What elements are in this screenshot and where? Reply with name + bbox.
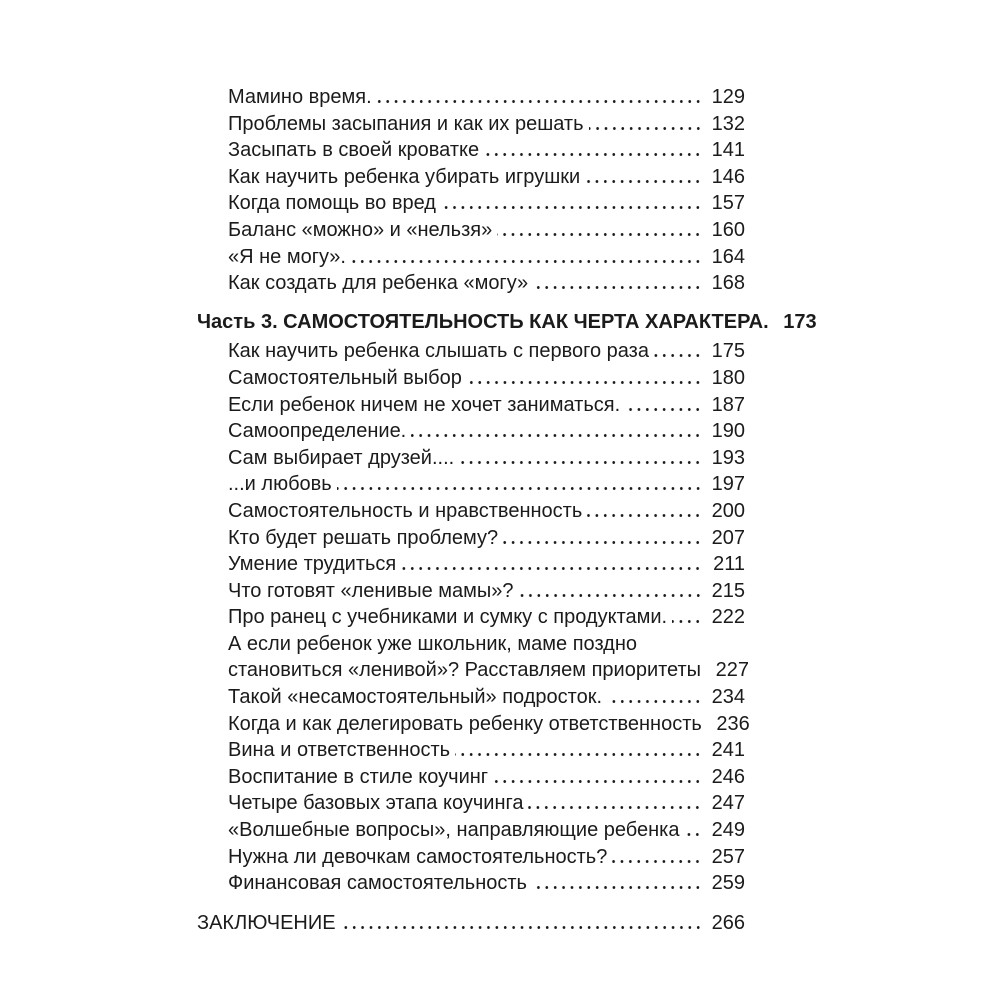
toc-page-number: 175 — [711, 340, 745, 363]
toc-row — [197, 844, 745, 871]
toc-page-number: 215 — [711, 579, 745, 602]
toc-row — [197, 790, 745, 817]
toc-row — [197, 244, 745, 271]
toc-row — [197, 737, 745, 764]
toc-entry-title: Засыпать в своей кроватке — [228, 139, 480, 162]
toc-entry-title: Умение трудиться — [228, 553, 397, 576]
toc-page-number: 249 — [711, 819, 745, 842]
toc-page-number: 180 — [711, 366, 745, 389]
toc-entry-title: «Я не могу». — [228, 245, 346, 268]
dot-leader — [612, 860, 702, 863]
toc-page-number: 236 — [716, 712, 750, 735]
toc-row — [197, 498, 745, 525]
dot-leader — [497, 233, 702, 236]
toc-page-number: 190 — [711, 420, 745, 443]
toc-part-header-row — [197, 309, 817, 336]
toc-page-number: 168 — [711, 272, 745, 295]
toc-row — [197, 270, 745, 297]
dot-leader — [411, 434, 702, 437]
toc-entry-title: Сам выбирает друзей.... — [228, 446, 455, 469]
toc-list — [197, 84, 817, 936]
toc-entry-title: Когда и как делегировать ребенку ответственность — [228, 712, 702, 735]
dot-leader — [528, 806, 702, 809]
toc-page-number: 132 — [711, 112, 745, 135]
toc-entry-title: Что готовят «ленивые мамы»? — [228, 579, 514, 602]
toc-row — [197, 711, 750, 738]
toc-entry-title: Вина и ответственность — [228, 739, 451, 762]
dot-leader — [587, 514, 702, 517]
toc-entry-title: Как создать для ребенка «могу» — [228, 272, 529, 295]
toc-row — [197, 190, 745, 217]
dot-leader — [484, 153, 702, 156]
toc-entry-title: Самостоятельный выбор — [228, 366, 462, 389]
toc-row — [197, 164, 745, 191]
toc-entry-title: Как научить ребенка слышать с первого раза — [228, 340, 649, 363]
toc-page-number: 141 — [711, 139, 745, 162]
toc-row-two-line — [197, 631, 750, 684]
toc-conclusion-title: ЗАКЛЮЧЕНИЕ — [197, 911, 336, 934]
dot-leader — [351, 260, 702, 263]
toc-page-number: 259 — [711, 872, 745, 895]
toc-entry-title: ...и любовь — [228, 473, 332, 496]
toc-row — [197, 111, 745, 138]
toc-entry-title: Самостоятельность и нравственность — [228, 499, 583, 522]
dot-leader — [341, 926, 702, 929]
toc-entry-title: Баланс «можно» и «нельзя» — [228, 218, 493, 241]
toc-row — [197, 764, 745, 791]
dot-leader — [532, 886, 702, 889]
toc-page-number: 207 — [711, 526, 745, 549]
toc-page-number: 164 — [711, 245, 745, 268]
toc-page-number: 193 — [711, 446, 745, 469]
dot-leader — [519, 594, 702, 597]
toc-entry-title: «Волшебные вопросы», направляющие ребенка — [228, 819, 680, 842]
toc-page-number: 173 — [783, 310, 817, 333]
dot-leader — [441, 206, 702, 209]
toc-entry-title: Такой «несамостоятельный» подросток. — [228, 686, 602, 709]
toc-page-number: 160 — [711, 218, 745, 241]
toc-entry-title: Когда помощь во вред — [228, 192, 436, 215]
toc-entry-title: Финансовая самостоятельность — [228, 872, 527, 895]
toc-page-number: 129 — [711, 86, 745, 108]
dot-leader — [684, 833, 702, 836]
toc-row — [197, 870, 745, 897]
toc-row — [197, 137, 745, 164]
dot-leader — [607, 700, 702, 703]
toc-entry-title: Четыре базовых этапа коучинга — [228, 792, 524, 815]
toc-row — [197, 471, 745, 498]
toc-page-number: 257 — [711, 845, 745, 868]
toc-row — [197, 338, 745, 365]
toc-page-number: 197 — [711, 473, 745, 496]
dot-leader — [672, 620, 702, 623]
toc-entry-title: Самоопределение. — [228, 420, 407, 443]
toc-page-number: 227 — [715, 659, 750, 682]
toc-page-number: 241 — [711, 739, 745, 762]
toc-page-number: 246 — [711, 765, 745, 788]
toc-row — [197, 578, 745, 605]
toc-row — [197, 84, 745, 111]
toc-page-number: 157 — [711, 192, 745, 215]
toc-entry-title: Про ранец с учебниками и сумку с продуктами. — [228, 606, 668, 629]
toc-entry-title-line1: А если ребенок уже школьник, маме поздно — [228, 632, 638, 655]
dot-leader — [625, 408, 702, 411]
toc-row-line2 — [228, 657, 750, 684]
toc-row — [197, 392, 745, 419]
toc-page-number: 200 — [711, 499, 745, 522]
toc-conclusion-row — [197, 910, 745, 937]
dot-leader — [493, 780, 702, 783]
toc-entry-title: Нужна ли девочкам самостоятельность? — [228, 845, 608, 868]
toc-page-number: 247 — [711, 792, 745, 815]
toc-row — [197, 365, 745, 392]
dot-leader — [401, 567, 702, 570]
dot-leader — [589, 127, 702, 130]
toc-page-number: 211 — [713, 553, 745, 576]
dot-leader — [585, 180, 702, 183]
toc-page-number: 146 — [711, 165, 745, 188]
toc-row — [197, 551, 745, 578]
dot-leader — [467, 381, 702, 384]
toc-row — [197, 817, 745, 844]
toc-row — [197, 604, 745, 631]
toc-page-number: 187 — [711, 393, 745, 416]
toc-part-header-title: Часть 3. САМОСТОЯТЕЛЬНОСТЬ КАК ЧЕРТА ХАРАКТЕРА. — [197, 310, 769, 333]
toc-entry-title: Если ребенок ничем не хочет заниматься. — [228, 393, 621, 416]
dot-leader — [455, 753, 702, 756]
toc-row — [197, 684, 745, 711]
toc-entry-title: Воспитание в стиле коучинг — [228, 765, 489, 788]
toc-row — [197, 445, 745, 472]
toc-row — [197, 418, 745, 445]
toc-entry-title-line2: становиться «ленивой»? Расставляем приоритеты — [228, 659, 702, 682]
toc-page-number: 234 — [711, 686, 745, 709]
dot-leader — [503, 541, 702, 544]
dot-leader — [337, 487, 702, 490]
toc-entry-title: Мамино время. — [228, 86, 372, 108]
toc-entry-title: Кто будет решать проблему? — [228, 526, 499, 549]
dot-leader — [533, 286, 702, 289]
toc-row — [197, 217, 745, 244]
dot-leader — [377, 100, 702, 103]
toc-entry-title: Как научить ребенка убирать игрушки — [228, 165, 581, 188]
dot-leader — [654, 354, 702, 357]
toc-page-number: 266 — [711, 911, 745, 934]
dot-leader — [459, 461, 702, 464]
toc-row — [197, 525, 745, 552]
toc-page-number: 222 — [711, 606, 745, 629]
toc-entry-title: Проблемы засыпания и как их решать — [228, 112, 584, 135]
